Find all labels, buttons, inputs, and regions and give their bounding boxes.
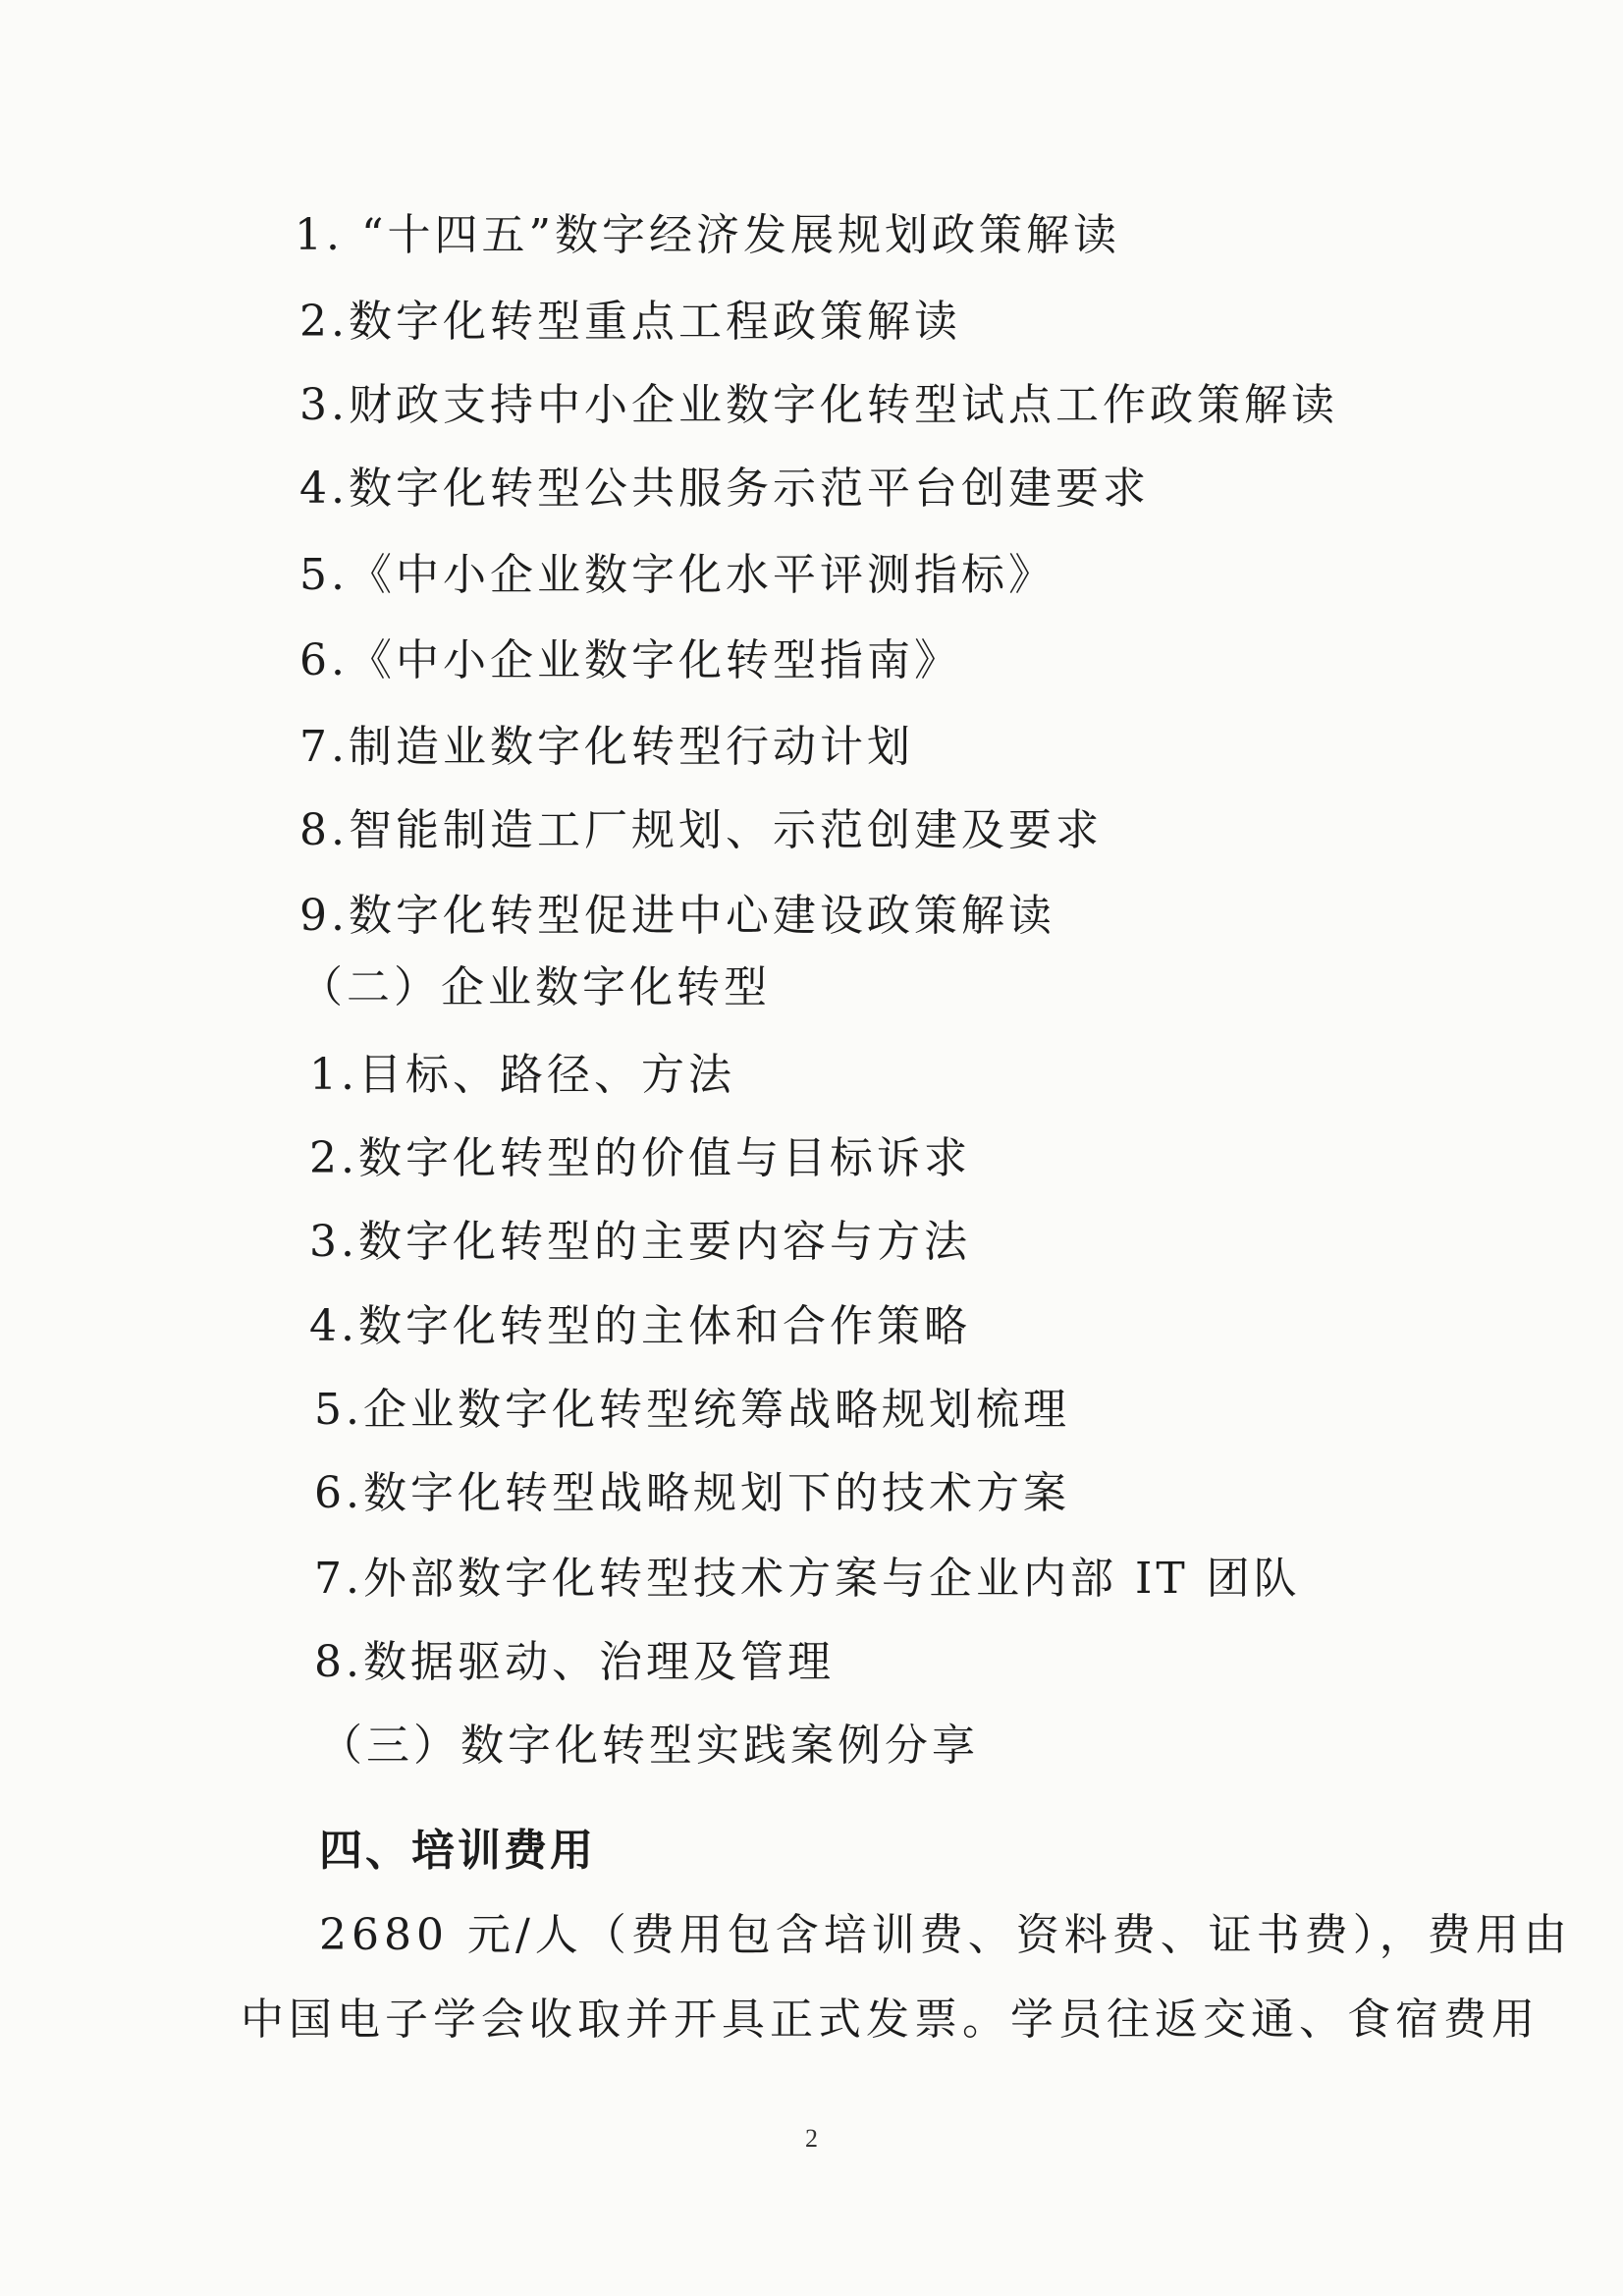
policy-item-6: 6.《中小企业数字化转型指南》 (299, 635, 961, 685)
section-2-item-8: 8.数据驱动、治理及管理 (314, 1637, 835, 1687)
fee-paragraph-line-2: 中国电子学会收取并开具正式发票。学员往返交通、食宿费用 (241, 1995, 1540, 2045)
policy-item-8: 8.智能制造工厂规划、示范创建及要求 (299, 805, 1103, 855)
policy-item-3: 3.财政支持中小企业数字化转型试点工作政策解读 (299, 380, 1338, 430)
policy-item-1: 1. “十四五”数字经济发展规划政策解读 (295, 210, 1120, 260)
section-2-item-6: 6.数字化转型战略规划下的技术方案 (314, 1468, 1070, 1518)
section-2-item-1: 1.目标、路径、方法 (309, 1050, 735, 1100)
section-2-item-3: 3.数字化转型的主要内容与方法 (309, 1217, 971, 1267)
policy-item-4: 4.数字化转型公共服务示范平台创建要求 (299, 464, 1150, 514)
section-2-item-5: 5.企业数字化转型统筹战略规划梳理 (314, 1385, 1070, 1435)
fee-paragraph-line-1: 2680 元/人（费用包含培训费、资料费、证书费），费用由 (319, 1910, 1572, 1960)
section-3-title: （三）数字化转型实践案例分享 (319, 1721, 979, 1771)
policy-item-7: 7.制造业数字化转型行动计划 (299, 722, 914, 772)
section-2-item-7: 7.外部数字化转型技术方案与企业内部 IT 团队 (314, 1554, 1301, 1604)
section-2-item-4: 4.数字化转型的主体和合作策略 (309, 1301, 971, 1351)
section-2-item-2: 2.数字化转型的价值与目标诉求 (309, 1133, 971, 1183)
policy-item-9: 9.数字化转型促进中心建设政策解读 (299, 891, 1055, 941)
policy-item-5: 5.《中小企业数字化水平评测指标》 (299, 550, 1055, 600)
section-2-title: （二）企业数字化转型 (299, 962, 771, 1012)
page-number: 2 (805, 2124, 818, 2153)
policy-item-2: 2.数字化转型重点工程政策解读 (299, 297, 961, 347)
section-4-heading: 四、培训费用 (319, 1826, 596, 1876)
